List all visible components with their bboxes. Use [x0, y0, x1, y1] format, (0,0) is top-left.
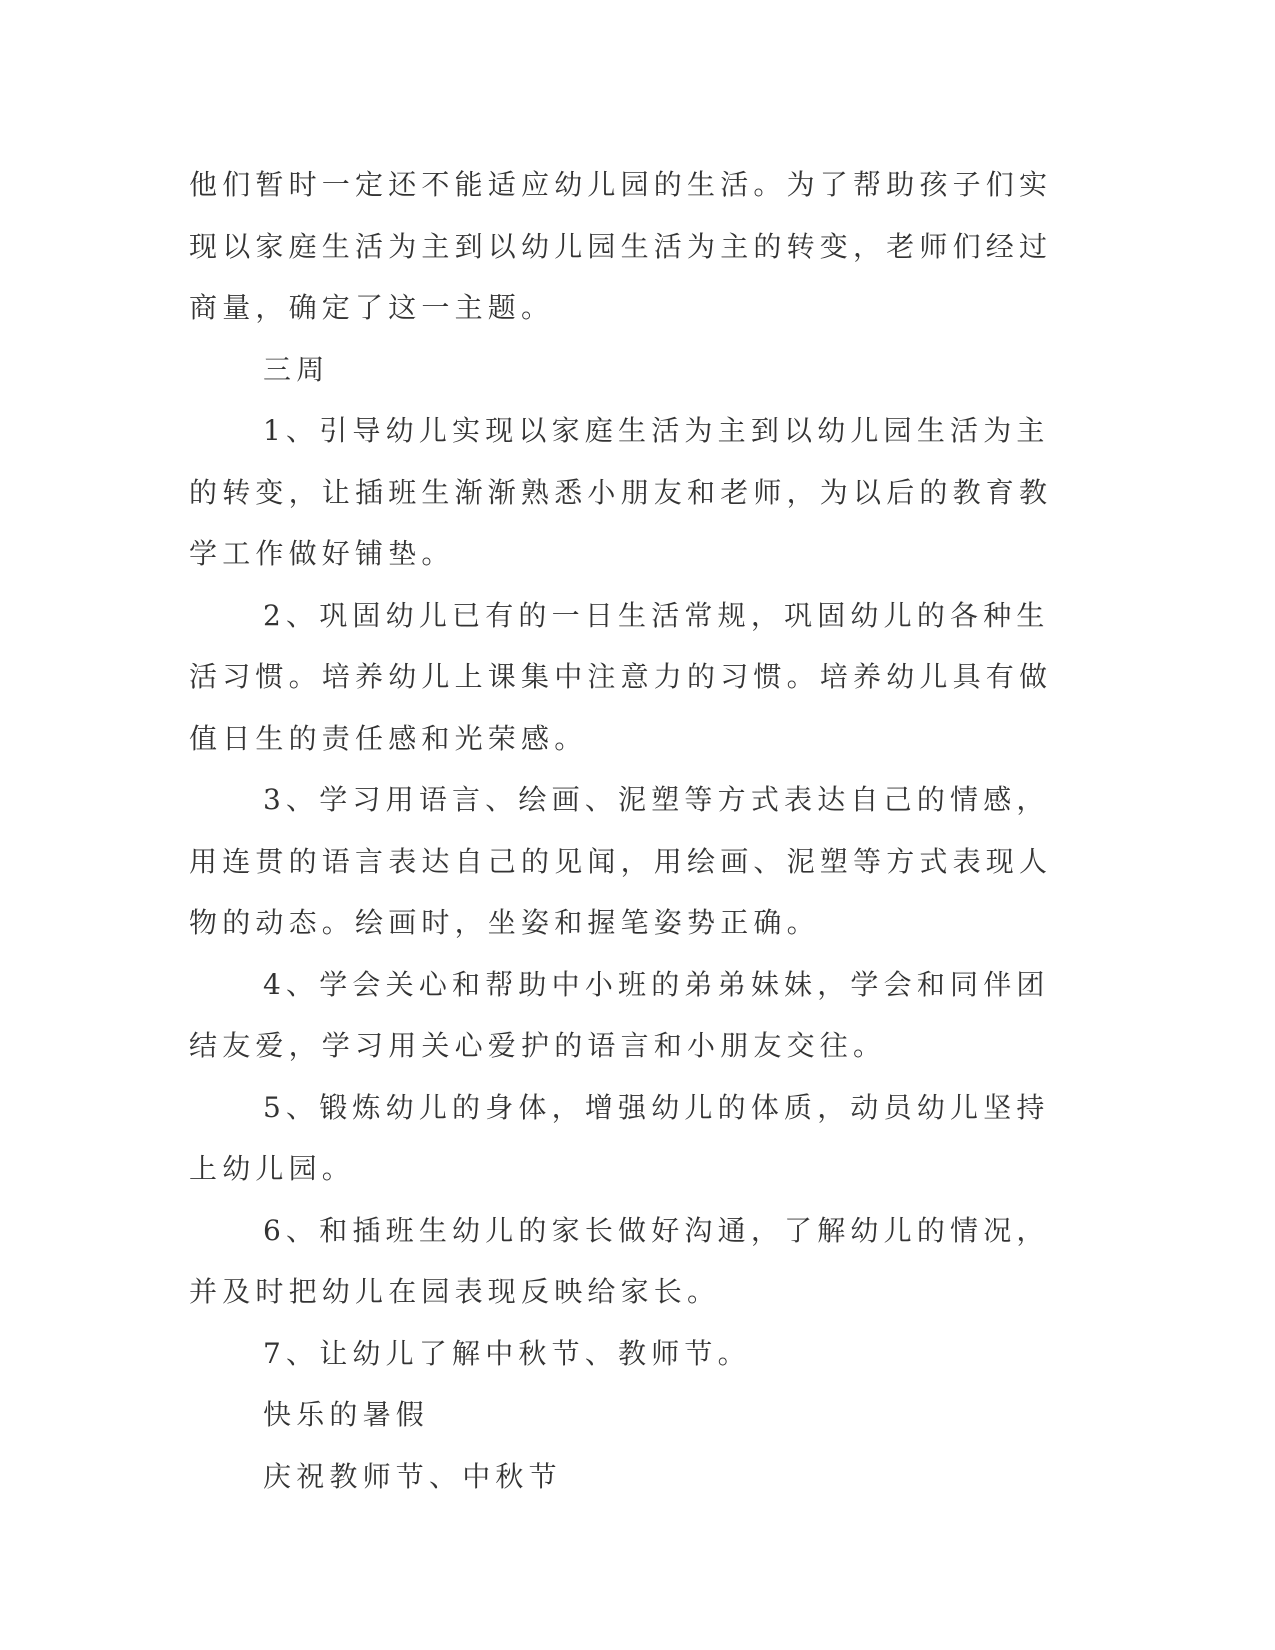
paragraph-subtopic-2: 庆祝教师节、中秋节 — [263, 1459, 562, 1493]
paragraph-intro: 他们暂时一定还不能适应幼儿园的生活。为了帮助孩子们实现以家庭生活为主到以幼儿园生活为主的转变，老师们经过商量，确定了这一主题。 — [189, 168, 1053, 324]
paragraph-duration: 三周 — [263, 352, 330, 386]
paragraph-goal-1: 1、引导幼儿实现以家庭生活为主到以幼儿园生活为主的转变，让插班生渐渐熟悉小朋友和老师，为以后的教育教学工作做好铺垫。 — [189, 414, 1053, 570]
document-body — [189, 154, 1059, 1507]
paragraph-subtopic-1: 快乐的暑假 — [263, 1398, 430, 1431]
paragraph-goal-6: 6、和插班生幼儿的家长做好沟通，了解幼儿的情况，并及时把幼儿在园表现反映给家长。 — [189, 1213, 1050, 1308]
paragraph-goal-3: 3、学习用语言、绘画、泥塑等方式表达自己的情感，用连贯的语言表达自己的见闻，用绘画、泥塑等方式表现人物的动态。绘画时，坐姿和握笔姿势正确。 — [189, 783, 1053, 939]
paragraph-goal-7: 7、让幼儿了解中秋节、教师节。 — [263, 1336, 751, 1370]
paragraph-goal-2: 2、巩固幼儿已有的一日生活常规，巩固幼儿的各种生活习惯。培养幼儿上课集中注意力的习惯。培养幼儿具有做值日生的责任感和光荣感。 — [189, 598, 1053, 755]
paragraph-goal-4: 4、学会关心和帮助中小班的弟弟妹妹，学会和同伴团结友爱，学习用关心爱护的语言和小朋友交往。 — [189, 967, 1050, 1062]
paragraph-goal-5: 5、锻炼幼儿的身体，增强幼儿的体质，动员幼儿坚持上幼儿园。 — [189, 1090, 1050, 1185]
